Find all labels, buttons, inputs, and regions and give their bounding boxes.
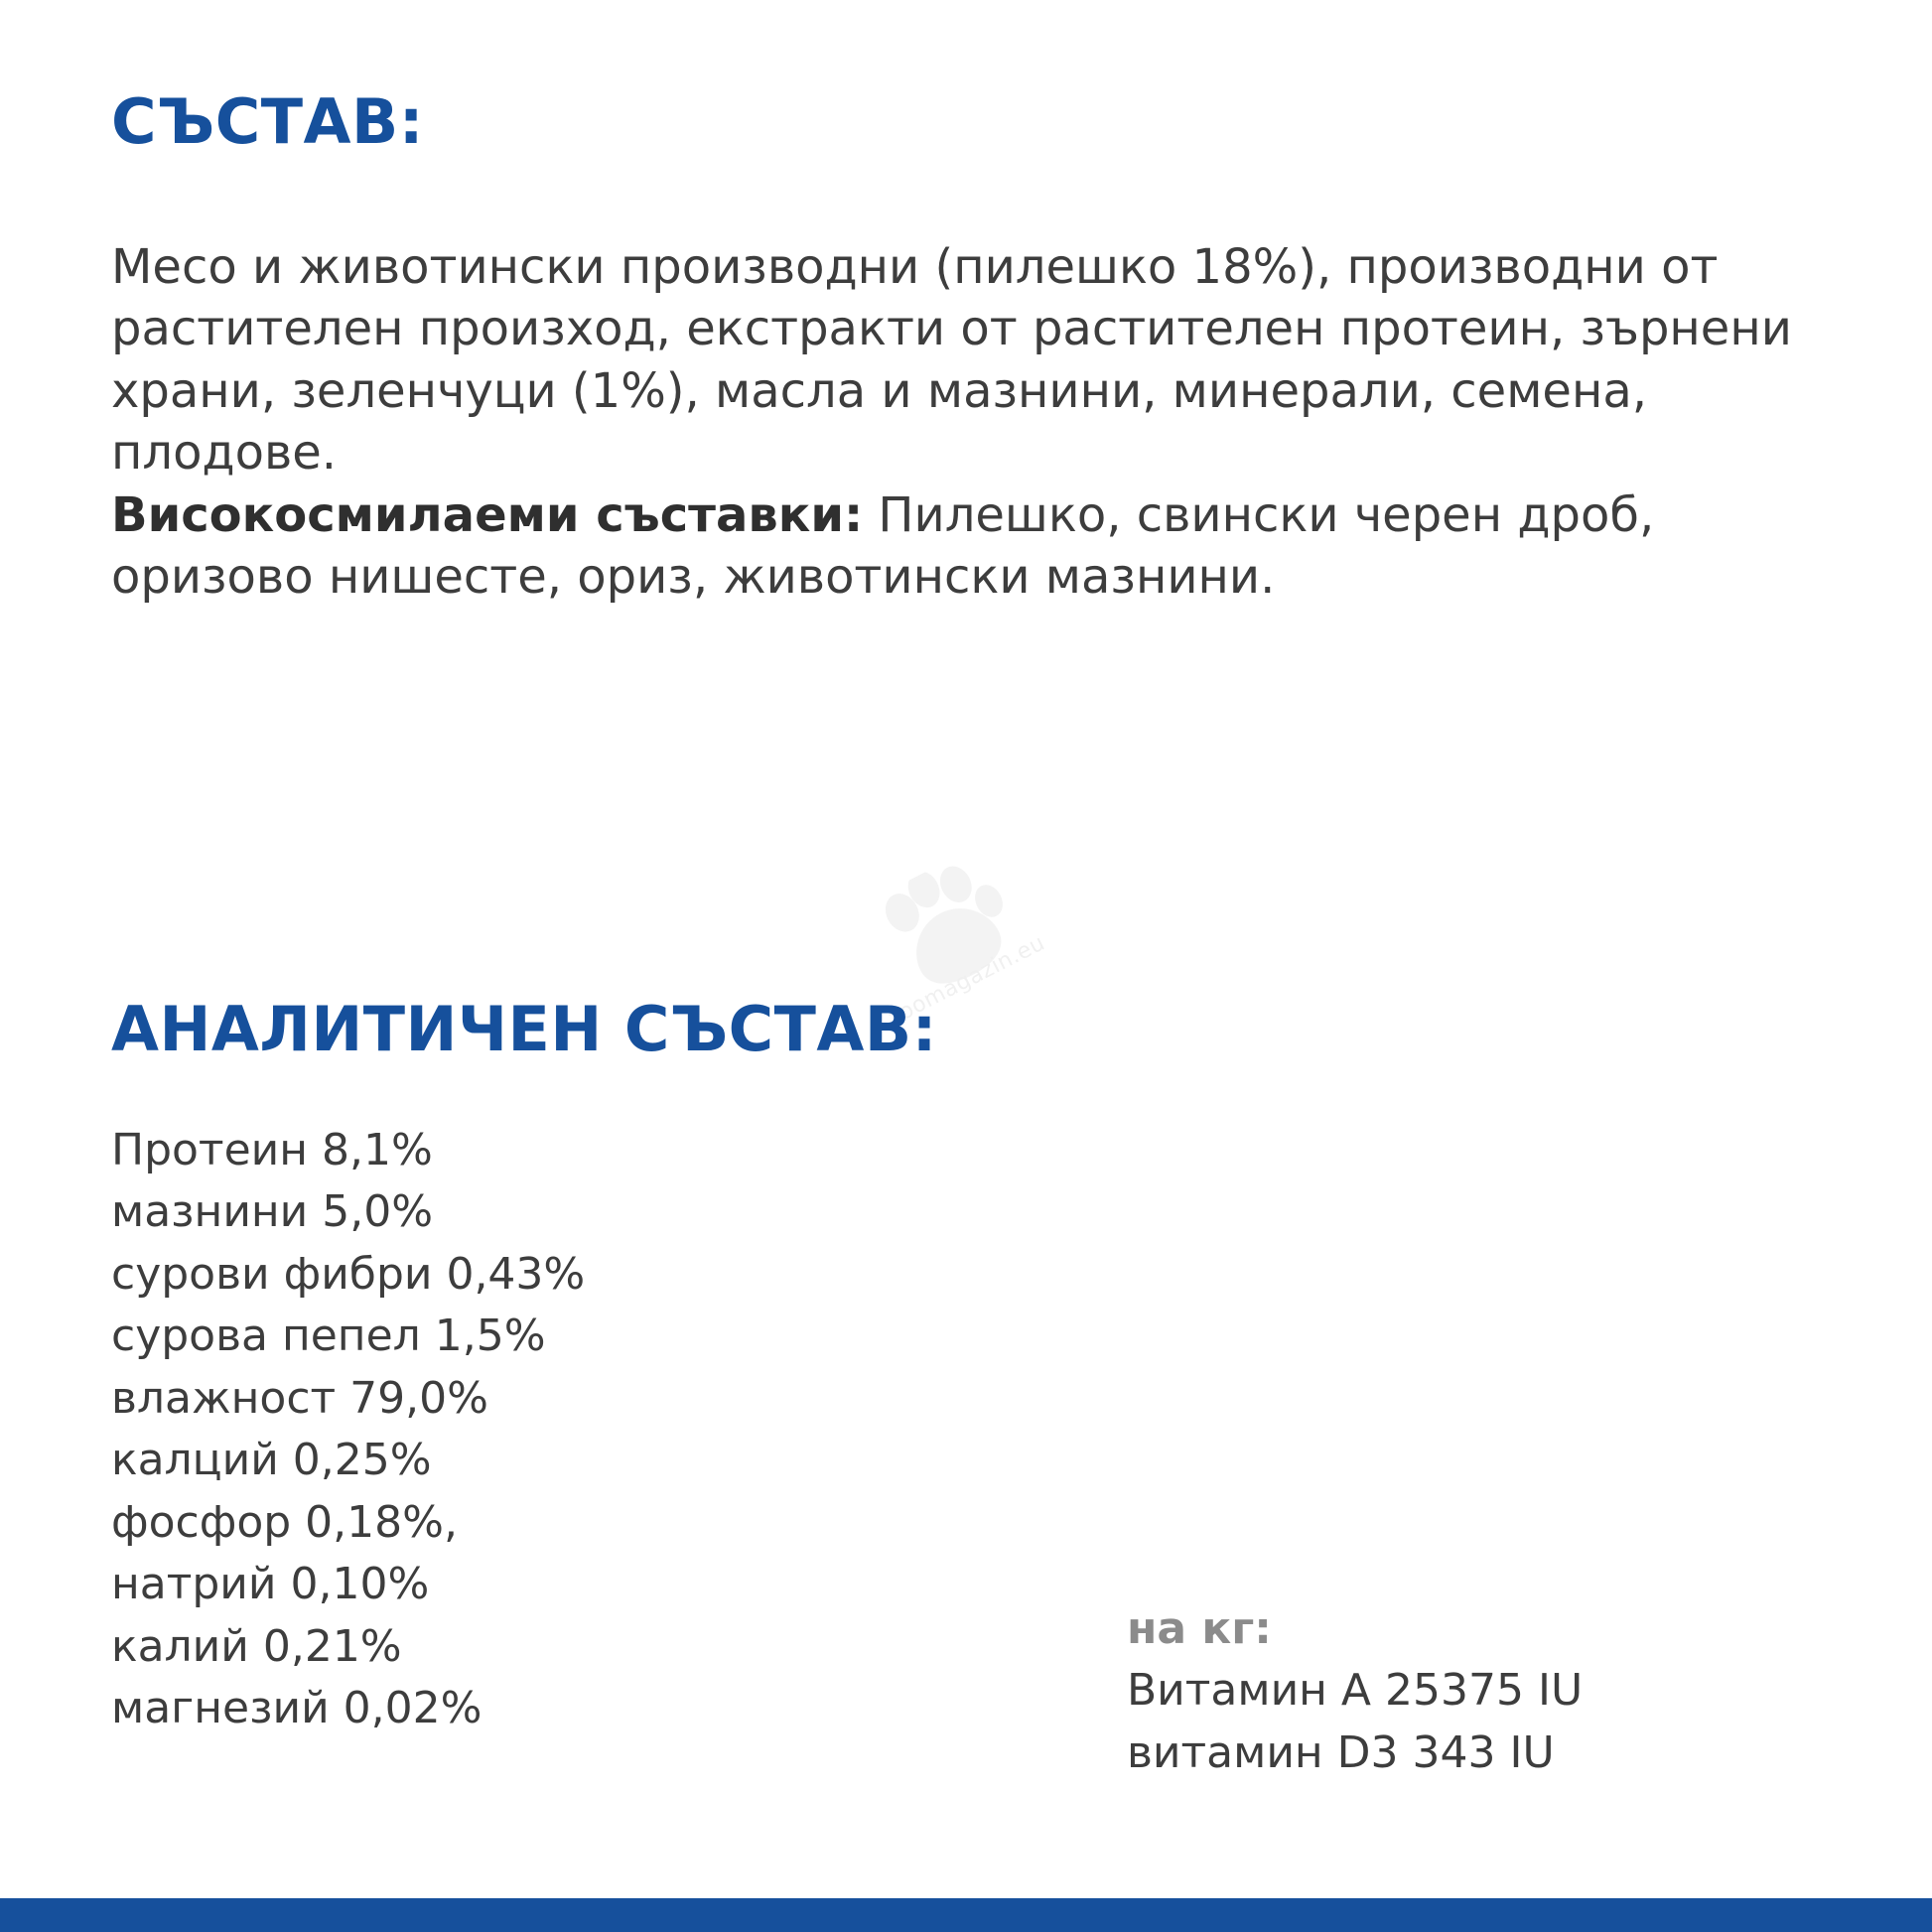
watermark-text: zoomagazin.eu [884, 930, 1049, 1032]
per-kg-heading: на кг: [1127, 1603, 1272, 1654]
list-item: сурова пепел 1,5% [111, 1311, 546, 1362]
composition-heading: СЪСТАВ: [111, 85, 425, 158]
composition-paragraph [111, 236, 1799, 608]
list-item: Протеин 8,1% [111, 1125, 433, 1175]
analytical-list [111, 1120, 1005, 1740]
list-item: фосфор 0,18%, [111, 1496, 458, 1548]
list-item: мазнини 5,0% [111, 1186, 434, 1238]
list-item: магнезий 0,02% [111, 1683, 483, 1734]
list-item: калций 0,25% [111, 1435, 432, 1486]
list-item: Витамин A 25375 IU [1127, 1665, 1584, 1717]
composition-text-part1: Месо и животински производни (пилешко 18%), производни от растителен произход, екстракти от растителен протеин, зърнени храни, зеленчуци (1%), масла и мазнини, минерали, семена, плодове. [111, 239, 1792, 482]
per-kg-block [1127, 1598, 1822, 1784]
analytical-heading: АНАЛИТИЧЕН СЪСТАВ: [111, 993, 937, 1065]
list-item: влажност 79,0% [111, 1372, 488, 1424]
highly-digestible-label: Високосмилаеми съставки: [111, 486, 864, 543]
list-item: калий 0,21% [111, 1620, 402, 1672]
list-item: натрий 0,10% [111, 1559, 430, 1610]
paw-icon [863, 846, 1032, 1011]
list-item: витамин D3 343 IU [1127, 1726, 1555, 1778]
bottom-accent-bar [0, 1898, 1932, 1932]
composition-text-part2: Пилешко, свински черен дроб, оризово нишесте, ориз, животински мазнини. [111, 486, 1655, 605]
list-item: сурови фибри 0,43% [111, 1248, 586, 1300]
